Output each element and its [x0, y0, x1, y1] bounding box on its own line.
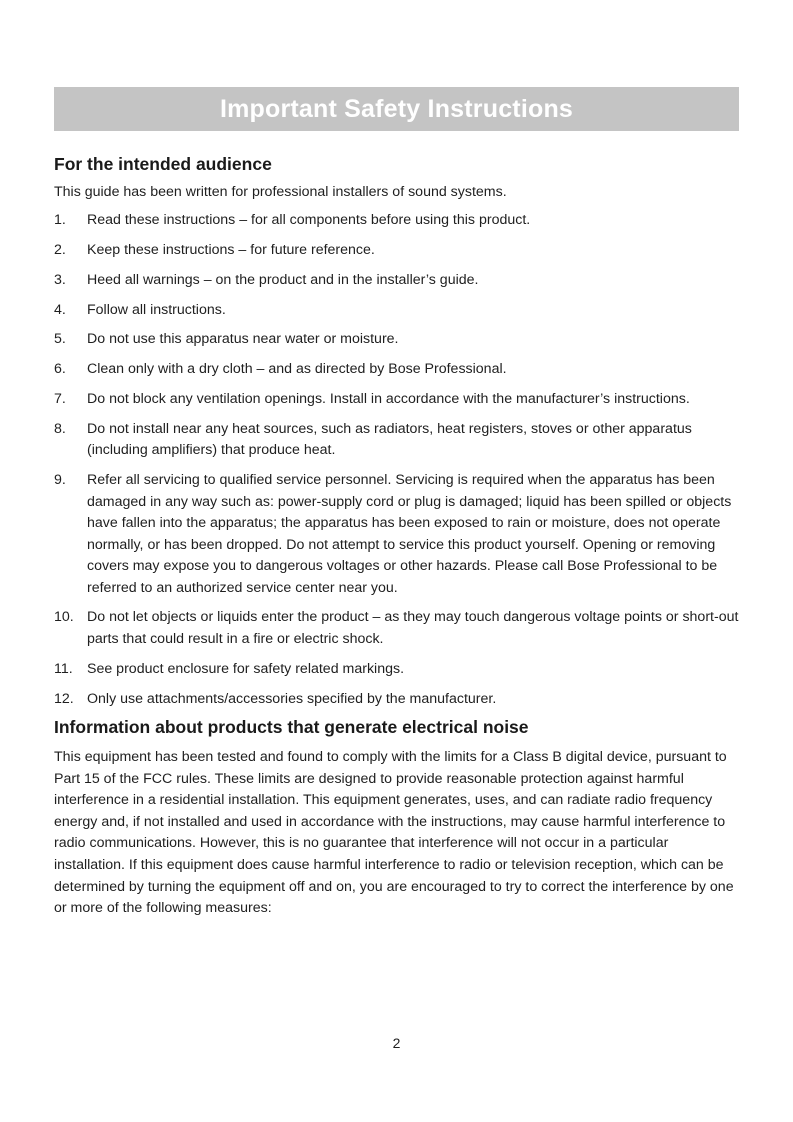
item-text: Read these instructions – for all components before using this product. [87, 212, 531, 229]
item-text: Refer all servicing to qualified service personnel. Servicing is required when the apparatus has been damaged in any way such as: power-supply cord or plug is damaged; liquid has been spilled or objects have fallen into the apparatus; the apparatus has been exposed to rain or moisture, does not operate normally, or has been dropped. Do not attempt to service this product yourself. Opening or removing covers may expose you to dangerous voltages or other hazards. Please call Bose Professional to be referred to an authorized service center near you. [87, 472, 732, 596]
item-text: Do not block any ventilation openings. Install in accordance with the manufacturer’s instructions. [87, 391, 690, 408]
list-item [54, 329, 740, 351]
list-item [54, 300, 740, 322]
item-number: 5. [54, 331, 66, 348]
item-number: 6. [54, 361, 66, 378]
list-item [54, 419, 740, 462]
item-number: 11. [54, 660, 73, 677]
item-number: 1. [54, 212, 66, 229]
list-item [54, 270, 740, 292]
audience-intro: This guide has been written for professional installers of sound systems. [54, 184, 507, 200]
instruction-list [54, 210, 740, 710]
item-number: 4. [54, 301, 66, 318]
list-item [54, 240, 740, 262]
list-item [54, 359, 740, 381]
item-number: 12. [54, 690, 74, 707]
item-text: See product enclosure for safety related markings. [87, 660, 405, 677]
item-number: 10. [54, 609, 74, 626]
item-text: Follow all instructions. [87, 301, 226, 318]
item-number: 9. [54, 472, 66, 489]
item-text: Do not let objects or liquids enter the product – as they may touch dangerous voltage points or short-out parts that could result in a fire or electric shock. [87, 609, 739, 647]
title-banner [54, 87, 739, 131]
item-text: Only use attachments/accessories specified by the manufacturer. [87, 690, 497, 707]
item-text: Keep these instructions – for future reference. [87, 242, 375, 259]
item-number: 7. [54, 391, 66, 408]
list-item [54, 389, 740, 411]
list-item [54, 607, 740, 650]
item-number: 2. [54, 242, 66, 259]
item-text: Clean only with a dry cloth – and as directed by Bose Professional. [87, 361, 507, 378]
page-title: Important Safety Instructions [219, 94, 574, 123]
noise-heading: Information about products that generate electrical noise [54, 717, 529, 738]
document-body [54, 150, 740, 920]
list-item [54, 659, 740, 681]
item-text: Heed all warnings – on the product and in the installer’s guide. [87, 271, 479, 288]
list-item [54, 210, 740, 232]
item-text: Do not install near any heat sources, such as radiators, heat registers, stoves or other apparatus (including amplifiers) that produce heat. [87, 420, 692, 459]
item-number: 8. [54, 420, 66, 437]
list-item [54, 470, 740, 599]
noise-paragraph: This equipment has been tested and found to comply with the limits for a Class B digital device, pursuant to Part 15 of the FCC rules. These limits are designed to provide reasonable protection against harmful interference in a residential installation. This equipment generates, uses, and can radiate radio frequency energy and, if not installed and used in accordance with the instructions, may cause harmful interference to radio communications. However, this is no guarantee that interference will not occur in a particular installation. If this equipment does cause harmful interference to radio or television reception, which can be determined by turning the equipment off and on, you are encouraged to try to correct the interference by one or more of the following measures: [54, 749, 734, 917]
audience-heading: For the intended audience [54, 154, 272, 174]
list-item [54, 689, 740, 711]
item-text: Do not use this apparatus near water or moisture. [87, 331, 399, 348]
page-number: 2 [392, 1035, 401, 1051]
item-number: 3. [54, 271, 66, 288]
